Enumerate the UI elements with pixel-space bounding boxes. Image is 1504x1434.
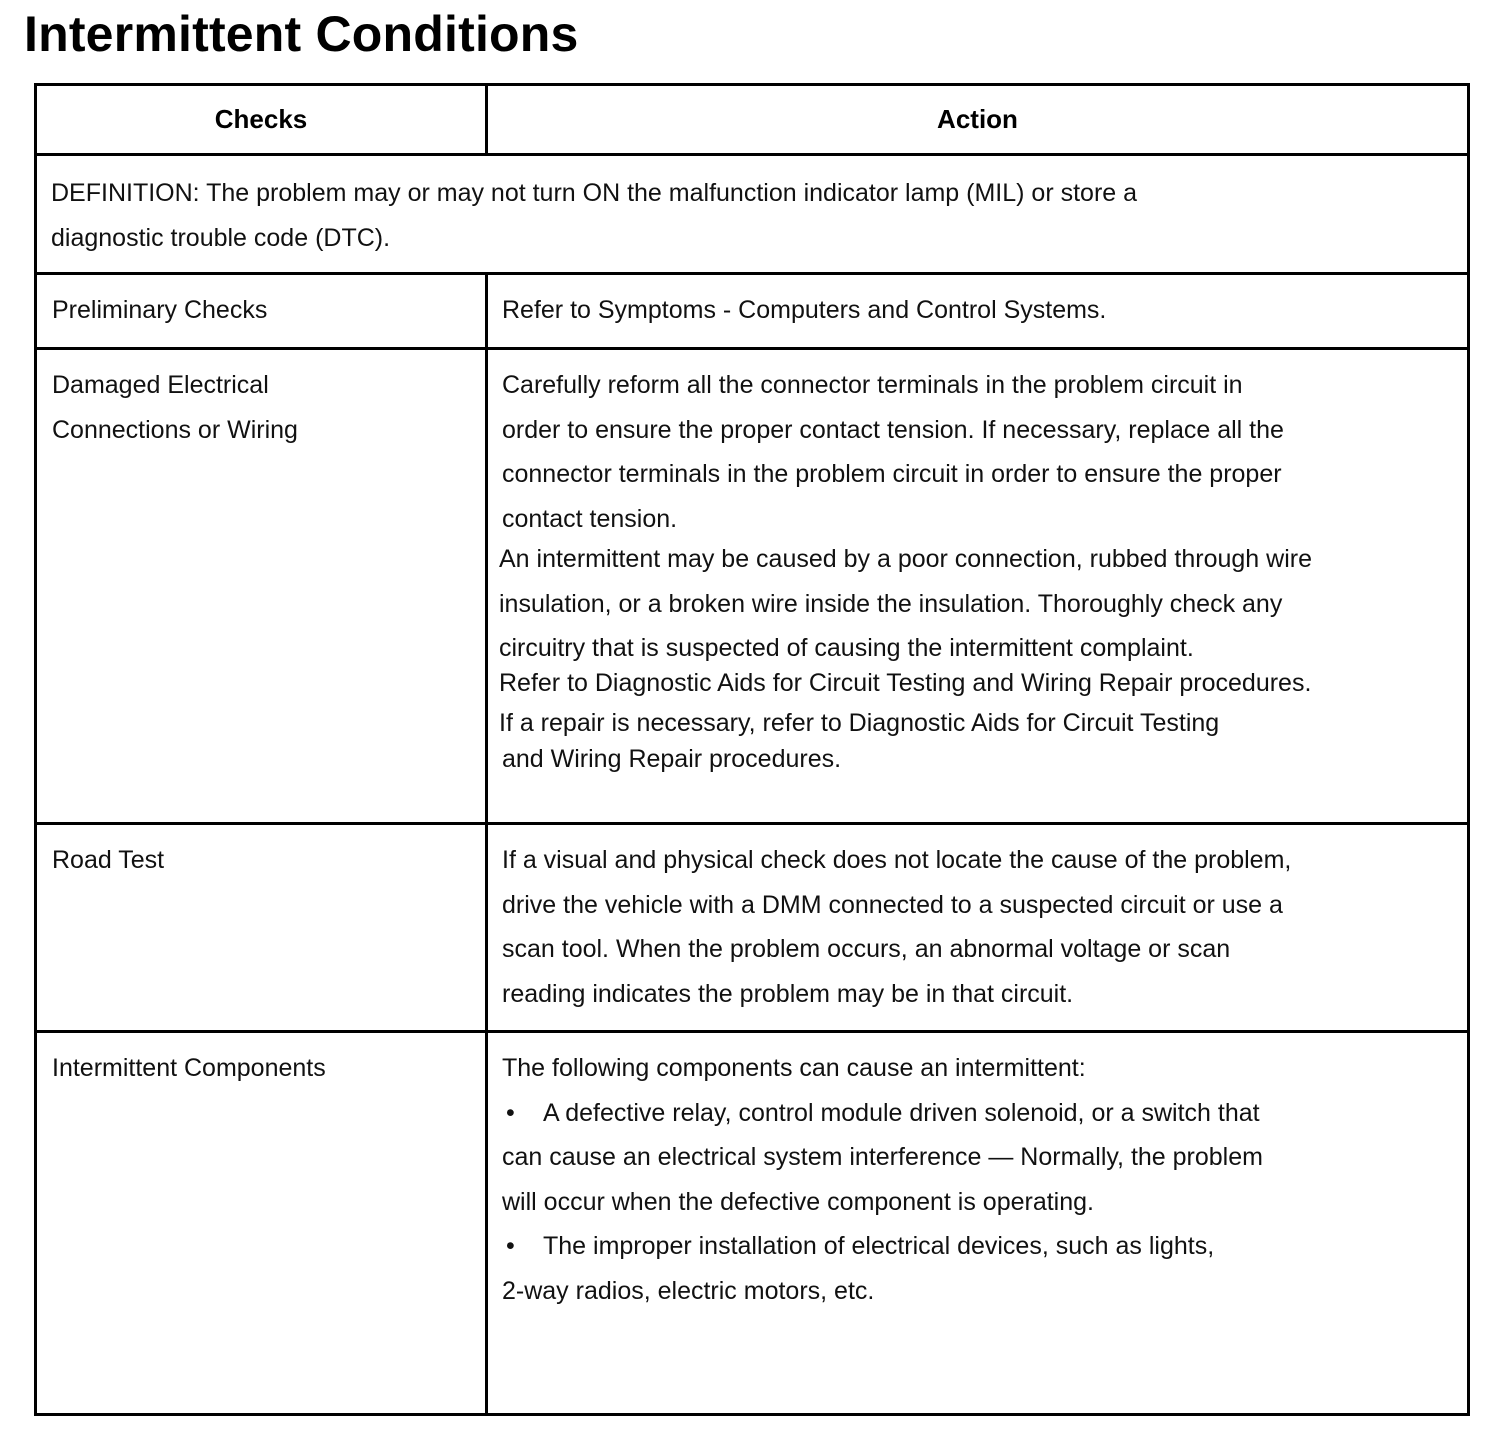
check-label: Intermittent Components — [52, 1054, 326, 1082]
road-test-row-divider — [37, 1030, 1467, 1033]
action-damaged-para3 — [499, 666, 1311, 700]
action-damaged-para4 — [499, 705, 1219, 777]
check-label: Connections or Wiring — [52, 415, 298, 444]
header-checks: Checks — [214, 104, 308, 134]
page-title: Intermittent Conditions — [24, 6, 579, 62]
check-damaged-electrical — [52, 363, 298, 452]
action-line: connector terminals in the problem circuit in order to ensure the proper — [502, 460, 1282, 488]
action-line: scan tool. When the problem occurs, an abnormal voltage or scan — [502, 935, 1231, 964]
action-line: will occur when the defective component is operating. — [502, 1187, 1094, 1216]
action-line: If a visual and physical check does not locate the cause of the problem, — [502, 846, 1292, 874]
check-label: Preliminary Checks — [52, 296, 268, 324]
action-damaged-para1 — [502, 363, 1284, 541]
action-line: Refer to Diagnostic Aids for Circuit Testing and Wiring Repair procedures. — [499, 669, 1312, 697]
action-line: can cause an electrical system interference — Normally, the problem — [502, 1143, 1263, 1172]
check-preliminary — [52, 288, 267, 333]
header-row-divider — [37, 153, 1467, 156]
action-line: insulation, or a broken wire inside the insulation. Thoroughly check any — [499, 589, 1283, 618]
bullet-item — [502, 1091, 1263, 1136]
bullet-marker: • — [506, 1098, 515, 1127]
bullet-text: A defective relay, control module driven solenoid, or a switch that — [543, 1098, 1260, 1127]
action-line: The following components can cause an intermittent: — [502, 1054, 1086, 1082]
action-line: and Wiring Repair procedures. — [502, 745, 842, 773]
preliminary-row-divider — [37, 347, 1467, 350]
definition-text — [51, 171, 1137, 260]
action-line: 2-way radios, electric motors, etc. — [502, 1276, 875, 1305]
action-road-test — [502, 838, 1291, 1016]
action-preliminary — [502, 288, 1106, 333]
action-intermittent-components — [502, 1046, 1263, 1314]
action-line: Refer to Symptoms - Computers and Control Systems. — [502, 296, 1107, 324]
definition-line: DEFINITION: The problem may or may not turn ON the malfunction indicator lamp (MIL) or store a — [51, 179, 1138, 207]
action-line: contact tension. — [502, 504, 678, 533]
intermittent-conditions-table — [34, 83, 1470, 1416]
action-damaged-para2 — [499, 537, 1312, 671]
check-road-test — [52, 838, 164, 883]
action-line: If a repair is necessary, refer to Diagnostic Aids for Circuit Testing — [499, 709, 1220, 737]
action-line: Carefully reform all the connector terminals in the problem circuit in — [502, 371, 1243, 399]
damaged-row-divider — [37, 822, 1467, 825]
bullet-marker: • — [506, 1232, 515, 1261]
action-line: reading indicates the problem may be in that circuit. — [502, 979, 1074, 1008]
definition-row-divider — [37, 272, 1467, 275]
check-label: Damaged Electrical — [52, 371, 269, 399]
column-divider-body — [485, 272, 488, 1413]
bullet-text: The improper installation of electrical devices, such as lights, — [543, 1232, 1215, 1261]
header-action: Action — [937, 104, 1018, 134]
action-line: An intermittent may be caused by a poor connection, rubbed through wire — [499, 545, 1312, 573]
action-line: circuitry that is suspected of causing the intermittent complaint. — [499, 634, 1194, 662]
action-line: drive the vehicle with a DMM connected to a suspected circuit or use a — [502, 890, 1283, 919]
definition-line: diagnostic trouble code (DTC). — [51, 223, 391, 252]
check-intermittent-components — [52, 1046, 326, 1091]
action-line: order to ensure the proper contact tension. If necessary, replace all the — [502, 415, 1284, 444]
check-label: Road Test — [52, 846, 165, 874]
bullet-item — [502, 1224, 1263, 1269]
